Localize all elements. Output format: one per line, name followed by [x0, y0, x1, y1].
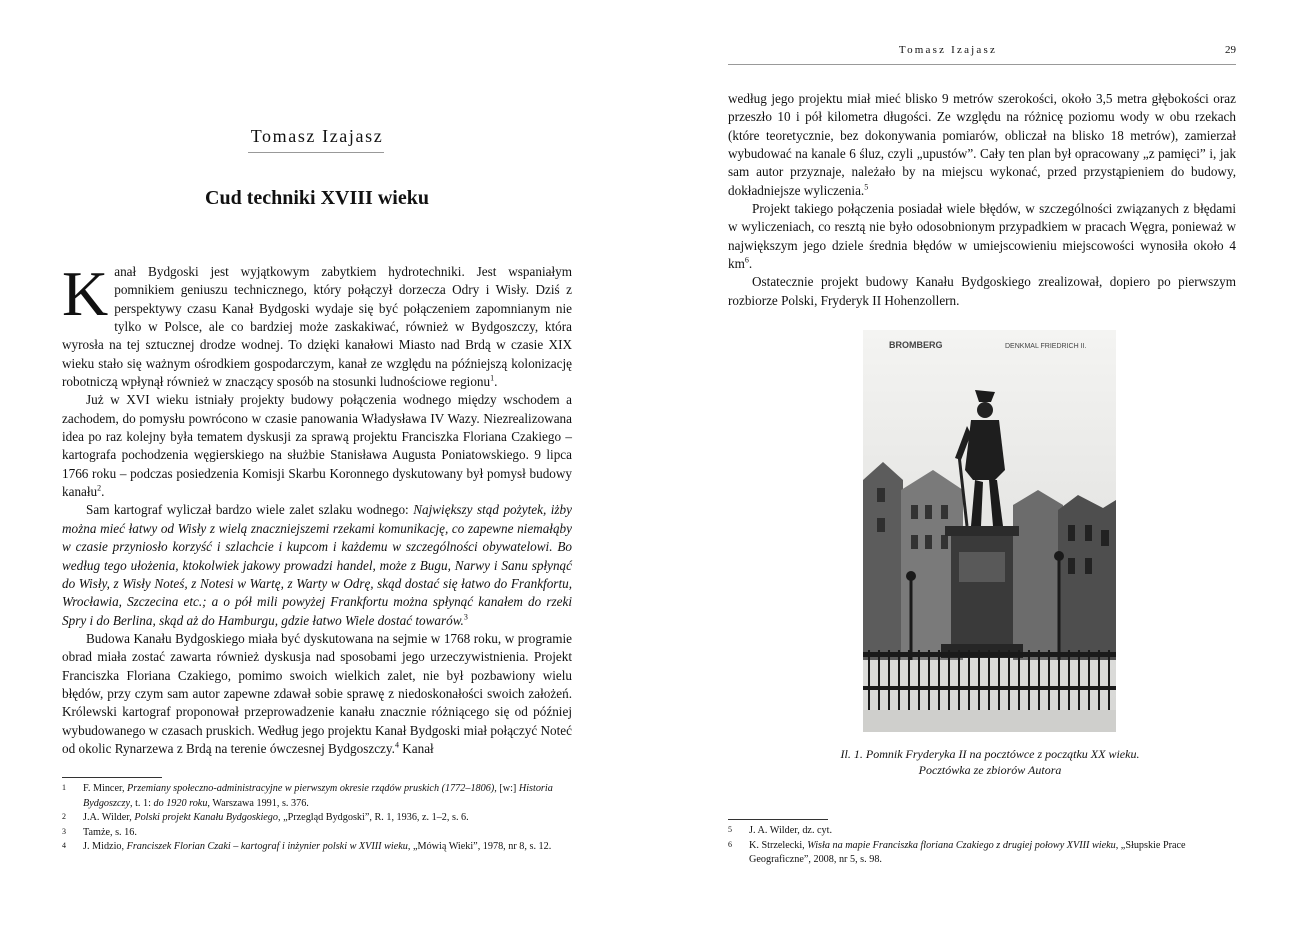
paragraph: Już w XVI wieku istniały projekty budowy połączenia wodnego między wschodem a zachodem, do pomysłu powrócono w czasie panowania Władysława IV Wazy. Niezrealizowana idea po raz kolejny była tematem dyskusji za sprawą projektu Franciszka Floriana Czakiego – kartografa pochodzenia węgierskiego na służbie Stanisława Augusta Poniatowskiego. 9 lipca 1766 roku – podczas posiedzenia Komisji Skarbu Koronnego dyskutowany był pomysł budowy kanału$^2$. [62, 392, 572, 500]
footnote-ref: 2 [97, 483, 102, 493]
paragraph: Sam kartograf wyliczał bardzo wiele zalet szlaku wodnego: Największy stąd pożytek, iżby można mieć łatwy od Wisły z wielą znaczniejszemi rzekami komunikację, co zapewne niemałąby w czasie przyniosło korzyść i szlachcie i kupcom i każdemu w szczególności obywatelowi. Bo według tego ułożenia, ktokolwiek jakowy prowadzi handel, może z Bugu, Narwy i Sanu spłynąć do Wisły, z Wisły Noteś, z Notesi w Wartę, z Warty w Odrę, skąd dostać się łatwo do Frankfortu, Wrocławia, Szczecina etc.; a o pół mili powyżej Frankfortu można spłynąć kanałem do rzeki Spry i do Berlina, skąd aż do Hamburgu, gdzie łatwo Wiele dostać towarów.$^3$ [62, 502, 573, 628]
postcard-photo [863, 330, 1116, 732]
figure-caption: Il. 1. Pomnik Fryderyka II na pocztówce z początku XX wieku. Pocztówka ze zbiorów Autora [840, 747, 1140, 777]
footnote-ref: 6 [744, 255, 749, 265]
footnote-ref: 1 [490, 373, 495, 383]
left-footnotes [62, 782, 572, 855]
paragraph: według jego projektu miał mieć blisko 9 metrów szerokości, około 3,5 metra głębokości oraz przeszło 10 i pół kilometra długości. Ze względu na różnicę poziomu wody w obu rzekach (które teoretycznie, bez dokonywania pomiarów, obliczał na blisko 18 metrów), zamierzał wybudować na kanale 6 śluz, czyli „upustów”. Cały ten plan był opracowany „z pamięci” i, jak sam autor przyznaje, należało by na miejscu wykonać, przed przystąpieniem do budowy, dokładniejsze wyliczenia.$^5$ [728, 91, 1236, 198]
footnote: 6 K. Strzelecki, Wisła na mapie Franciszka floriana Czakiego z drugiej połowy XVIII wieku, „Słupskie Prace Geograficzne”, 2008, nr 5, s. 98. [728, 839, 1186, 865]
paragraph: Projekt takiego połączenia posiadał wiele błędów, w szczególności związanych z błędami w wyliczeniach, co resztą nie było odosobnionym przypadkiem w pracach Węgra, ponieważ w największym jego dziele średnia błędów w umiejscowieniu miejscowości wynosiła około 4 $km^6$. [728, 201, 1236, 272]
footnote: 4 J. Midzio, Franciszek Florian Czaki – kartograf i inżynier polski w XVIII wieku, „Mówią Wieki”, 1978, nr 8, s. 12. [62, 841, 552, 852]
author-divider [248, 152, 384, 153]
right-footnotes [728, 824, 1236, 868]
header-author: Tomasz Izajasz [898, 44, 998, 56]
footnote-divider [728, 819, 828, 820]
paragraph: Ostatecznie projekt budowy Kanału Bydgoskiego zrealizował, dopiero po pierwszym rozbiorze Polski, Fryderyk II Hohenzollern. [728, 274, 1236, 308]
monument-illustration [863, 330, 1116, 732]
drop-cap: K [62, 258, 109, 329]
running-header [728, 44, 1236, 65]
postcard-label-left: BROMBERG [889, 340, 943, 350]
footnote-divider [62, 777, 162, 778]
footnote: 2 J.A. Wilder, Polski projekt Kanału Bydgoskiego, „Przegląd Bydgoski”, R. 1, 1936, z. 1–2, s. 6. [62, 812, 469, 823]
footnote-ref: 5 [864, 182, 869, 192]
footnote: 1 F. Mincer, Przemiany społeczno-administracyjne w pierwszym okresie rządów pruskich (1772–1806), [w:] Historia Bydgoszczy, t. 1: do 1920 roku, Warszawa 1991, s. 376. [62, 783, 553, 809]
right-page [650, 0, 1299, 925]
left-body-text [62, 258, 573, 758]
footnote-ref: 3 [463, 612, 468, 622]
chapter-title: Cud techniki XVIII wieku [205, 187, 429, 209]
chapter-author: Tomasz Izajasz [250, 126, 384, 146]
paragraph: Budowa Kanału Bydgoskiego miała być dyskutowana na sejmie w 1768 roku, w programie obrad miała zostać zawarta również dyskusja nad sposobami jego urzeczywistnienia. Projekt Franciszka Floriana Czakiego, pomimo swoich wielkich zalet, nie był pozbawiony wielu błędów, przy czym sam autor zapewne zdawał sobie sprawę z niedoskonałości swoich założeń. Królewski kartograf proponował przeprowadzenie kanału znacznie różniącego się od później wybudowanego w czasach pruskich. Według jego projektu Kanał Bydgoski miał połączyć Noteć od okolic Rynarzewa z Brdą na terenie ówczesnej Bydgoszczy.$^4$ Kanał [62, 630, 572, 756]
page-number: 29 [1225, 44, 1236, 56]
footnote: 5 J. A. Wilder, dz. cyt. [728, 825, 833, 836]
footnote: 3 Tamże, s. 16. [62, 826, 137, 838]
quotation: Największy stąd pożytek, iżby można mieć łatwy od Wisły z wielą znaczniejszemi rzekami komunikację, co zapewne niemałąby w czasie przyniosło korzyść i szlachcie i kupcom i każdemu w szczególności obywatelowi. Bo według tego ułożenia, ktokolwiek jakowy prowadzi handel, może z Bugu, Narwy i Sanu spłynąć do Wisły, z Wisły Noteś, z Notesi w Wartę, z Warty w Odrę, skąd dostać się łatwo do Frankfortu, Wrocławia, Szczecina etc.; a o pół mili powyżej Frankfortu można spłynąć kanałem do rzeki Spry i do Berlina, skąd aż do Hamburgu, gdzie łatwo Wiele dostać towarów. [62, 502, 573, 628]
postcard-label-right: DENKMAL FRIEDRICH II. [1005, 343, 1087, 350]
footnote-ref: 4 [394, 740, 399, 750]
paragraph: Kanał Bydgoski jest wyjątkowym zabytkiem hydrotechniki. Jest wspaniałym pomnikiem geniuszu technicznego, który połączył dorzecza Odry i Wisły. Dziś z perspektywy czasu Kanał Bydgoski wydaje się być połączeniem zapomnianym nie tylko w Polsce, ale co bardziej może zaskakiwać, również w Bydgoszczy, która wyrosła na tej sztucznej drodze wodnej. To dzięki kanałowi Miasto nad Brdą w czasie XIX wieku stało się ważnym ośrodkiem gospodarczym, kanał ze względu na późniejszą kolonizację robotniczą wpłynął również w znaczący sposób na stosunki ludnościowe regionu$^1$. [62, 258, 572, 390]
right-body-text [728, 90, 1236, 310]
